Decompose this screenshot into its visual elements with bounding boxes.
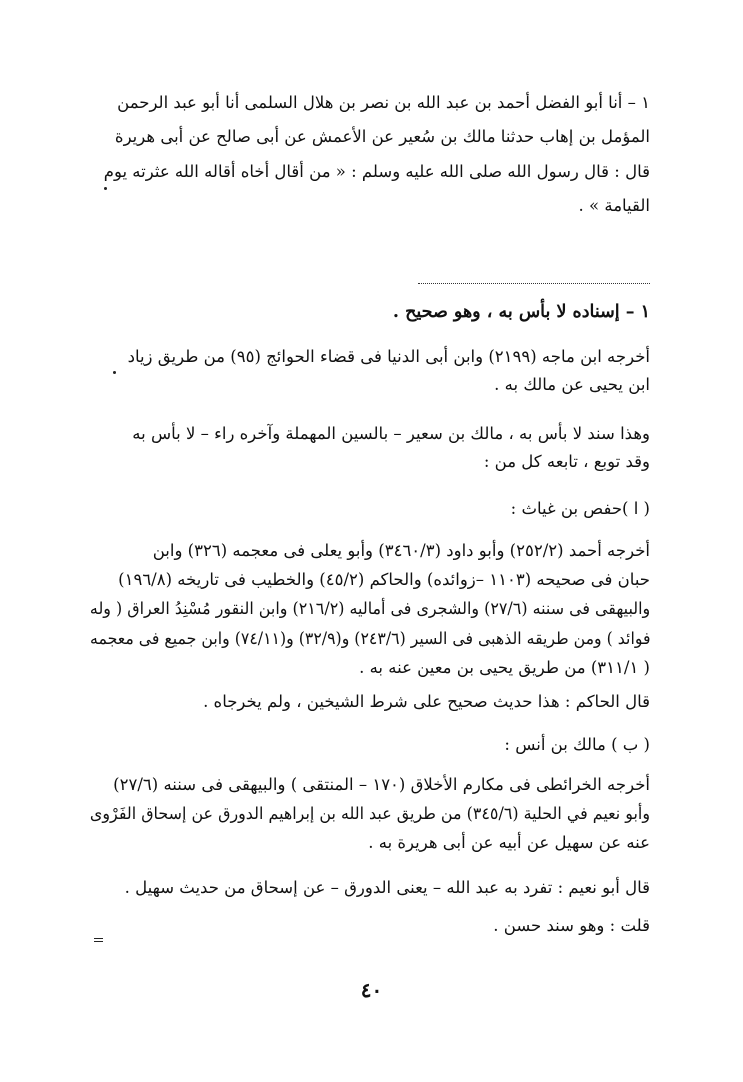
para5-line-3: عنه عن سهيل عن أبيه عن أبى هريرة به . <box>368 833 650 852</box>
para3-line-5: ( ٣١١/١) من طريق يحيى بن معين عنه به . <box>359 658 650 677</box>
subheading-a: ( ا )حفص بن غياث : <box>510 499 650 518</box>
para1-line-1: أخرجه ابن ماجه (٢١٩٩) وابن أبى الدنيا فى قضاء الحوائج (٩٥) من طريق زياد <box>127 347 650 366</box>
footnote-separator <box>418 283 650 284</box>
para5-line-1: أخرجه الخرائطى فى مكارم الأخلاق (١٧٠ – المنتقى ) والبيهقى فى سننه (٢٧/٦) <box>113 775 650 794</box>
margin-dash-mark <box>94 941 103 942</box>
hadith-line-2: المؤمل بن إهاب حدثنا مالك بن سُعير عن الأعمش عن أبى صالح عن أبى هريرة <box>114 127 650 146</box>
para3-line-3: والبيهقى فى سننه (٢٧/٦) والشجرى فى أماليه (٢١٦/٢) وابن النقور مُسْنِدُ العراق ( وله <box>89 599 650 618</box>
para4: قال الحاكم : هذا حديث صحيح على شرط الشيخين ، ولم يخرجاه . <box>203 692 650 711</box>
hadith-line-3: قال : قال رسول الله صلى الله عليه وسلم : « من أقال أخاه أقاله الله عثرته يوم <box>103 162 650 181</box>
para2-line-1: وهذا سند لا بأس به ، مالك بن سعير – بالسين المهملة وآخره راء – لا بأس به <box>132 424 650 443</box>
notes-heading: ١ – إسناده لا بأس به ، وهو صحيح . <box>392 302 650 322</box>
margin-dot-mark <box>104 187 107 190</box>
page-number: ٤٠ <box>360 978 383 1002</box>
para1-line-2: ابن يحيى عن مالك به . <box>494 375 650 394</box>
para3-line-2: حبان فى صحيحه (١١٠٣ –زوائده) والحاكم (٤٥/٢) والخطيب فى تاريخه (١٩٦/٨) <box>118 570 650 589</box>
margin-dot-mark <box>113 371 116 374</box>
para5-line-2: وأبو نعيم في الحلية (٣٤٥/٦) من طريق عبد الله بن إبراهيم الدورق عن إسحاق الفَرْوى <box>89 804 650 823</box>
para3-line-1: أخرجه أحمد (٢٥٢/٢) وأبو داود (٣٤٦٠/٣) وأبو يعلى فى معجمه (٣٢٦) وابن <box>152 541 650 560</box>
para3-line-4: فوائد ) ومن طريقه الذهبى فى السير (٢٤٣/٦) و(٣٢/٩) و(٧٤/١١) وابن جميع فى معجمه <box>89 629 650 648</box>
para7: قلت : وهو سند حسن . <box>493 916 650 935</box>
para6: قال أبو نعيم : تفرد به عبد الله – يعنى الدورق – عن إسحاق من حديث سهيل . <box>124 878 650 897</box>
hadith-line-1: ١ – أنا أبو الفضل أحمد بن عبد الله بن نصر بن هلال السلمى أنا أبو عبد الرحمن <box>117 93 650 112</box>
hadith-line-4: القيامة » . <box>578 196 650 215</box>
margin-dash-mark <box>94 938 103 939</box>
para2-line-2: وقد توبع ، تابعه كل من : <box>483 452 650 471</box>
subheading-b: ( ب ) مالك بن أنس : <box>504 735 650 754</box>
